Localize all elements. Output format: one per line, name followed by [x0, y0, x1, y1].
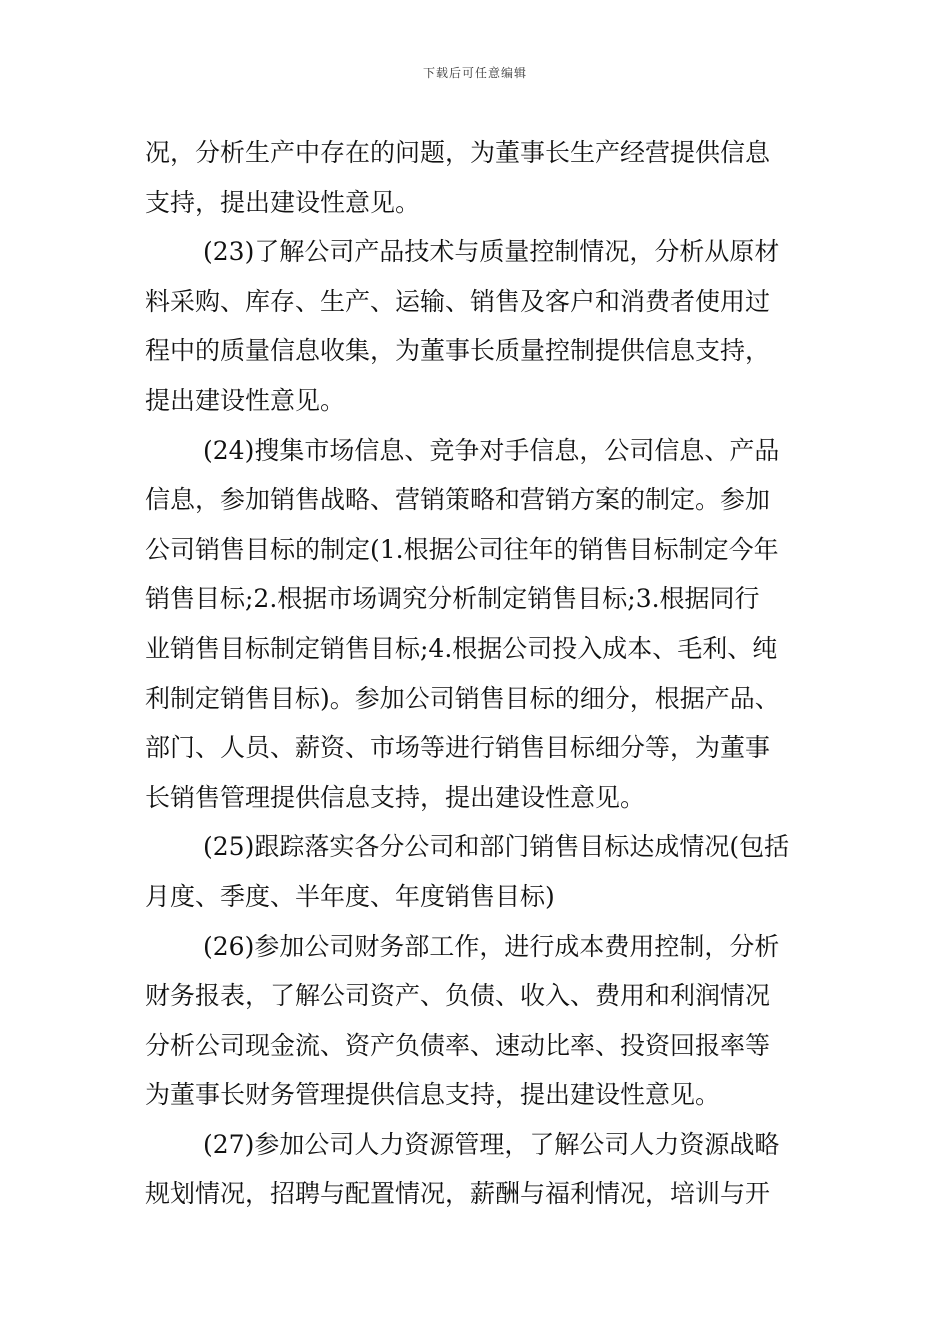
text-line: (27)参加公司人力资源管理，了解公司人力资源战略 — [203, 1129, 780, 1159]
text-line: 业销售目标制定销售目标;4.根据公司投入成本、毛利、纯 — [145, 633, 778, 663]
text-line: 料采购、库存、生产、运输、销售及客户和消费者使用过 — [145, 286, 771, 316]
text-line: 长销售管理提供信息支持，提出建设性意见。 — [145, 782, 646, 812]
text-line: 信息，参加销售战略、营销策略和营销方案的制定。参加 — [145, 485, 771, 515]
text-line: 公司销售目标的制定(1.根据公司往年的销售目标制定今年 — [145, 534, 779, 564]
text-line: (23)了解公司产品技术与质量控制情况，分析从原材 — [203, 237, 780, 267]
text-line: (24)搜集市场信息、竞争对手信息，公司信息、产品 — [203, 435, 780, 465]
page-header: 下载后可任意编辑 — [422, 66, 527, 80]
text-line: 支持，提出建设性意见。 — [145, 187, 421, 217]
text-line: 为董事长财务管理提供信息支持，提出建设性意见。 — [145, 1080, 721, 1110]
text-line: 利制定销售目标)。参加公司销售目标的细分，根据产品、 — [145, 683, 780, 713]
text-line: (26)参加公司财务部工作，进行成本费用控制，分析 — [203, 931, 780, 961]
text-line: (25)跟踪落实各分公司和部门销售目标达成情况(包括 — [203, 832, 790, 862]
text-line: 月度、季度、半年度、年度销售目标) — [145, 881, 555, 911]
text-line: 程中的质量信息收集，为董事长质量控制提供信息支持， — [145, 336, 771, 366]
text-line: 规划情况，招聘与配置情况，薪酬与福利情况，培训与开 — [145, 1179, 771, 1209]
text-line: 销售目标;2.根据市场调究分析制定销售目标;3.根据同行 — [145, 584, 760, 614]
text-line: 分析公司现金流、资产负债率、速动比率、投资回报率等 — [145, 1030, 771, 1060]
text-line: 况，分析生产中存在的问题，为董事长生产经营提供信息 — [145, 138, 771, 167]
body-text — [145, 128, 810, 1219]
text-line: 财务报表，了解公司资产、负债、收入、费用和利润情况 — [145, 981, 771, 1011]
text-line: 提出建设性意见。 — [145, 385, 346, 415]
text-line: 部门、人员、薪资、市场等进行销售目标细分等，为董事 — [145, 733, 771, 763]
